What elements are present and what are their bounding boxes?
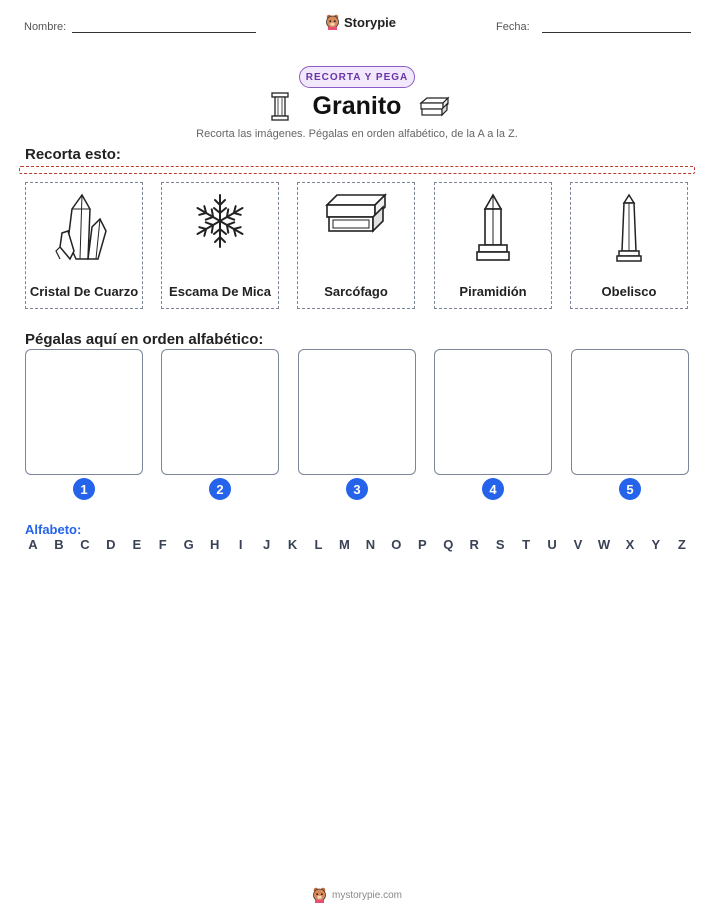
cut-card-quartz[interactable] bbox=[25, 182, 143, 309]
alphabet-heading: Alfabeto: bbox=[25, 522, 82, 537]
letter: V bbox=[573, 537, 583, 552]
letter: Q bbox=[443, 537, 454, 552]
letter: X bbox=[625, 537, 635, 552]
name-line[interactable] bbox=[72, 32, 256, 33]
card-label: Piramidión bbox=[459, 284, 527, 299]
letter: T bbox=[522, 537, 531, 552]
date-line[interactable] bbox=[542, 32, 691, 33]
letter: Z bbox=[677, 537, 686, 552]
card-label: Cristal De Cuarzo bbox=[29, 284, 139, 299]
number-badge-4: 4 bbox=[482, 478, 504, 500]
obelisk-icon bbox=[611, 191, 647, 263]
pyramidion-icon bbox=[471, 191, 515, 263]
page-title: Granito bbox=[312, 92, 402, 120]
letter: D bbox=[106, 537, 116, 552]
number-badge-3: 3 bbox=[346, 478, 368, 500]
letter: H bbox=[209, 537, 220, 552]
letter: N bbox=[365, 537, 376, 552]
cut-card-obelisk[interactable] bbox=[570, 182, 688, 309]
letter: L bbox=[314, 537, 323, 552]
letter: A bbox=[28, 537, 38, 552]
activity-badge: RECORTA Y PEGA bbox=[299, 66, 415, 88]
letter: W bbox=[597, 537, 611, 552]
paste-box-4[interactable] bbox=[434, 349, 552, 475]
paste-box-2[interactable] bbox=[161, 349, 279, 475]
instructions: Recorta las imágenes. Pégalas en orden alfabético, de la A a la Z. bbox=[196, 128, 518, 140]
date-label: Fecha: bbox=[496, 21, 530, 33]
letter: M bbox=[339, 537, 350, 552]
cut-heading: Recorta esto: bbox=[25, 146, 121, 163]
cut-card-mica[interactable] bbox=[161, 182, 279, 309]
letter: O bbox=[391, 537, 402, 552]
card-label: Escama De Mica bbox=[169, 284, 271, 299]
snowflake-icon bbox=[192, 191, 248, 251]
letter: K bbox=[287, 537, 298, 552]
paste-box-5[interactable] bbox=[571, 349, 689, 475]
alphabet-row bbox=[25, 537, 690, 552]
letter: P bbox=[417, 537, 427, 552]
card-label: Obelisco bbox=[601, 284, 657, 299]
paste-box-1[interactable] bbox=[25, 349, 143, 475]
footer-url[interactable]: mystorypie.com bbox=[331, 889, 402, 901]
paste-box-3[interactable] bbox=[298, 349, 416, 475]
letter: C bbox=[80, 537, 90, 552]
letter: F bbox=[158, 537, 167, 552]
letter: R bbox=[469, 537, 479, 552]
paste-heading: Pégalas aquí en orden alfabético: bbox=[25, 331, 264, 348]
storypie-mascot-icon bbox=[325, 14, 340, 30]
brand-logo bbox=[325, 14, 396, 30]
quartz-crystal-icon bbox=[54, 191, 114, 261]
cut-card-pyramidion[interactable] bbox=[434, 182, 552, 309]
letter: U bbox=[547, 537, 557, 552]
brand-name: Storypie bbox=[344, 14, 397, 30]
footer bbox=[0, 887, 714, 903]
cut-line bbox=[19, 166, 695, 174]
card-label: Sarcófago bbox=[324, 284, 388, 299]
cut-card-sarcophagus[interactable] bbox=[297, 182, 415, 309]
letter: G bbox=[183, 537, 194, 552]
letter: I bbox=[238, 537, 243, 552]
letter: S bbox=[495, 537, 505, 552]
letter: J bbox=[262, 537, 271, 552]
sarcophagus-title-icon bbox=[418, 96, 450, 118]
number-badge-5: 5 bbox=[619, 478, 641, 500]
storypie-mascot-icon bbox=[312, 887, 327, 903]
sarcophagus-icon bbox=[321, 191, 391, 247]
name-label: Nombre: bbox=[24, 21, 67, 33]
column-icon bbox=[270, 92, 290, 122]
number-badge-1: 1 bbox=[73, 478, 95, 500]
letter: B bbox=[54, 537, 64, 552]
letter: Y bbox=[651, 537, 661, 552]
number-badge-2: 2 bbox=[209, 478, 231, 500]
letter: E bbox=[132, 537, 142, 552]
